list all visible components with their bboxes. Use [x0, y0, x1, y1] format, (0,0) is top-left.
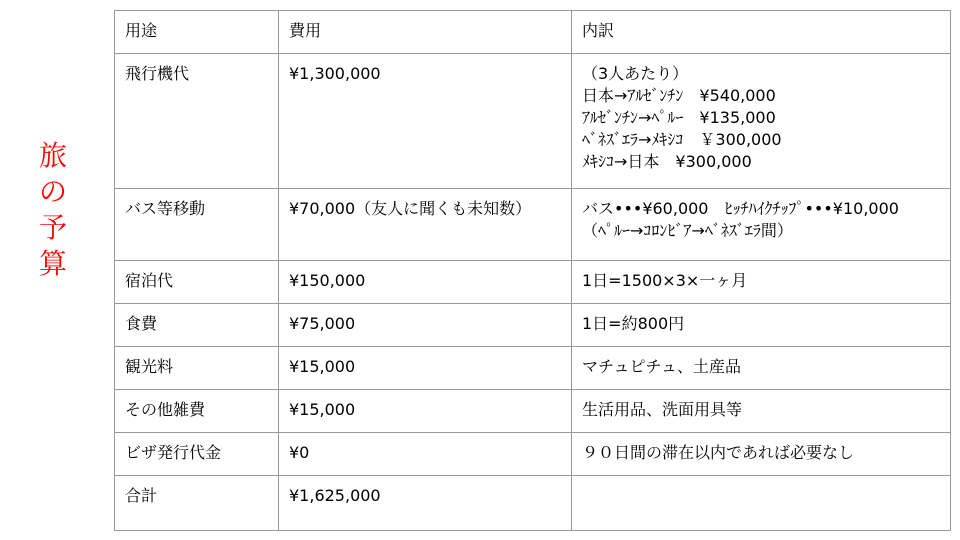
- purpose-cell: バス等移動: [115, 189, 279, 261]
- cost-cell: ¥75,000: [279, 304, 572, 347]
- detail-cell: 1日=約800円: [572, 304, 951, 347]
- cost-cell: ¥0: [279, 433, 572, 476]
- header-detail: 内訳: [572, 11, 951, 54]
- detail-line: ﾍﾞﾈｽﾞｴﾗ→ﾒｷｼｺ ￥300,000: [582, 130, 782, 149]
- title-char: 予: [38, 211, 67, 244]
- page-title: [36, 138, 70, 282]
- detail-cell: ９０日間の滞在以内であれば必要なし: [572, 433, 951, 476]
- table-row: [115, 390, 951, 433]
- title-char: 旅: [38, 139, 67, 172]
- cost-cell: ¥150,000: [279, 261, 572, 304]
- cost-cell: ¥15,000: [279, 347, 572, 390]
- purpose-cell: ビザ発行代金: [115, 433, 279, 476]
- table-row: [115, 347, 951, 390]
- cost-cell: ¥1,300,000: [279, 54, 572, 189]
- table-row: [115, 189, 951, 261]
- cost-cell: ¥15,000: [279, 390, 572, 433]
- detail-cell: [572, 189, 951, 261]
- detail-cell: 1日=1500×3×一ヶ月: [572, 261, 951, 304]
- total-cost-cell: ¥1,625,000: [279, 476, 572, 531]
- detail-cell: マチュピチュ、土産品: [572, 347, 951, 390]
- title-char: の: [38, 175, 67, 208]
- detail-cell: [572, 476, 951, 531]
- purpose-cell: 宿泊代: [115, 261, 279, 304]
- table-row: [115, 433, 951, 476]
- table-total-row: [115, 476, 951, 531]
- table-row: [115, 304, 951, 347]
- purpose-cell: 合計: [115, 476, 279, 531]
- detail-line: （3人あたり）: [582, 64, 689, 83]
- header-cost: 費用: [279, 11, 572, 54]
- table-header-row: [115, 11, 951, 54]
- title-char: 算: [38, 247, 67, 280]
- purpose-cell: 飛行機代: [115, 54, 279, 189]
- purpose-cell: 食費: [115, 304, 279, 347]
- header-purpose: 用途: [115, 11, 279, 54]
- purpose-cell: その他雑費: [115, 390, 279, 433]
- detail-line: （ﾍﾟﾙｰ→ｺﾛﾝﾋﾞｱ→ﾍﾞﾈｽﾞｴﾗ間）: [582, 221, 793, 240]
- detail-cell: 生活用品、洗面用具等: [572, 390, 951, 433]
- table-row: [115, 261, 951, 304]
- budget-table: [114, 10, 951, 531]
- detail-line: ｱﾙｾﾞﾝﾁﾝ→ﾍﾟﾙｰ ¥135,000: [582, 108, 776, 127]
- table-row: [115, 54, 951, 189]
- detail-line: ﾒｷｼｺ→日本 ¥300,000: [582, 152, 752, 171]
- detail-cell: [572, 54, 951, 189]
- detail-line: バス•••¥60,000 ﾋｯﾁﾊｲｸﾁｯﾌﾟ•••¥10,000: [582, 199, 899, 218]
- detail-line: 日本→ｱﾙｾﾞﾝﾁﾝ ¥540,000: [582, 86, 776, 105]
- purpose-cell: 観光料: [115, 347, 279, 390]
- cost-cell: ¥70,000（友人に聞くも未知数）: [279, 189, 572, 261]
